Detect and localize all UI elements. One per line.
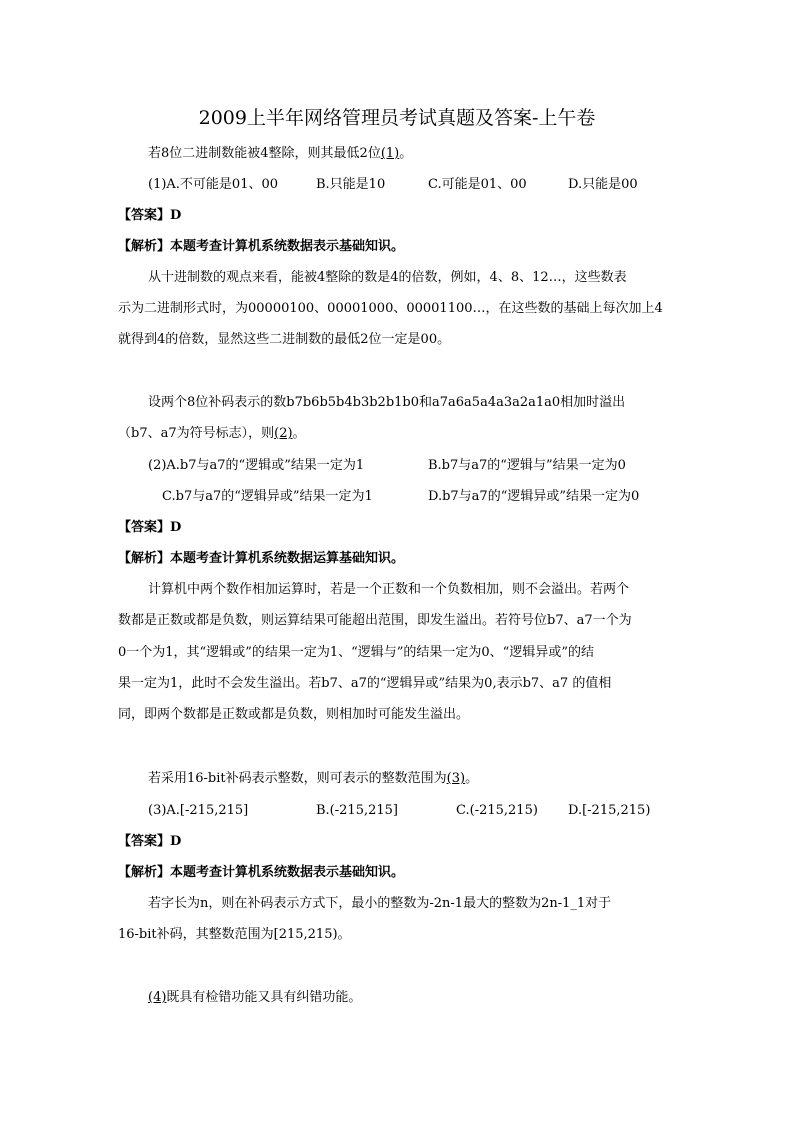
question-1-option-c: C.可能是01、00 — [428, 177, 527, 192]
question-3-option-b: B.(-215,215] — [316, 803, 398, 818]
question-1-option-a: (1)A.不可能是01、00 — [148, 177, 279, 192]
question-1-explanation-line: 就得到4的倍数，显然这些二进制数的最低2位一定是00。 — [118, 332, 451, 347]
question-1-answer: 【答案】D — [118, 208, 182, 223]
question-4-stem-text: 既具有检错功能又具有纠错功能。 — [166, 990, 362, 1005]
question-1-blank: (1) — [380, 146, 400, 161]
question-3-stem — [148, 770, 478, 788]
question-1-option-b: B.只能是10 — [316, 177, 386, 192]
question-2-option-b: B.b7与a7的“逻辑与”结果一定为0 — [428, 458, 626, 473]
question-3-stem-text: 若采用16-bit补码表示整数，则可表示的整数范围为 — [148, 771, 447, 786]
question-3-option-a: (3)A.[-215,215] — [148, 803, 249, 818]
question-3-answer: 【答案】D — [118, 834, 182, 849]
question-1-stem-end: 。 — [399, 146, 413, 161]
question-3-stem-end: 。 — [465, 771, 479, 786]
question-2-option-d: D.b7与a7的“逻辑异或”结果一定为0 — [428, 489, 640, 504]
question-2-explanation-line: 果一定为1，此时不会发生溢出。若b7、a7的“逻辑异或”结果为0,表示b7、a7 的值相 — [118, 676, 612, 691]
question-3-option-d: D.[-215,215) — [568, 803, 651, 818]
question-2-stem: 设两个8位补码表示的数b7b6b5b4b3b2b1b0和a7a6a5a4a3a2a1a0相加时溢出 — [148, 395, 626, 410]
question-1-explanation-line: 从十进制数的观点来看，能被4整除的数是4的倍数，例如，4、8、12…，这些数表 — [148, 270, 627, 285]
question-4-blank: (4) — [148, 990, 167, 1005]
question-3-option-c: C.(-215,215) — [456, 803, 538, 818]
question-2-stem-continued — [118, 425, 306, 443]
question-4-stem — [148, 989, 361, 1007]
question-1-explanation-line: 示为二进制形式时，为00000100、00001000、00001100…，在这些数的基础上每次加上4 — [118, 301, 663, 316]
question-1-stem-text: 若8位二进制数能被4整除，则其最低2位 — [148, 146, 381, 161]
question-2-explanation-line: 0一个为1，其“逻辑或”的结果一定为1、“逻辑与”的结果一定为0、“逻辑异或”的结 — [118, 645, 594, 660]
question-2-option-a: (2)A.b7与a7的“逻辑或”结果一定为1 — [148, 458, 365, 473]
question-2-blank: (2) — [274, 426, 293, 441]
question-2-stem-text: （b7、a7为符号标志），则 — [118, 426, 275, 441]
question-2-explanation-line: 同，即两个数都是正数或都是负数，则相加时可能发生溢出。 — [118, 707, 470, 722]
question-2-explanation-line: 计算机中两个数作相加运算时，若是一个正数和一个负数相加，则不会溢出。若两个 — [148, 582, 630, 597]
page-title: 2009上半年网络管理员考试真题及答案-上午卷 — [198, 107, 596, 129]
question-3-explanation-line: 若字长为n，则在补码表示方式下，最小的整数为-2n-1最大的整数为2n-1_1对于 — [148, 896, 612, 911]
question-2-explanation-line: 数都是正数或都是负数，则运算结果可能超出范围，即发生溢出。若符号位b7、a7一个为 — [118, 613, 632, 628]
question-2-option-c: C.b7与a7的“逻辑异或”结果一定为1 — [162, 489, 373, 504]
question-1-analysis-heading: 【解析】本题考查计算机系统数据表示基础知识。 — [118, 239, 405, 254]
question-2-answer: 【答案】D — [118, 520, 182, 535]
question-3-analysis-heading: 【解析】本题考查计算机系统数据表示基础知识。 — [118, 865, 405, 880]
question-2-analysis-heading: 【解析】本题考查计算机系统数据运算基础知识。 — [118, 551, 405, 566]
question-1-option-d: D.只能是00 — [568, 177, 638, 192]
question-2-stem-end: 。 — [292, 426, 306, 441]
question-3-blank: (3) — [446, 771, 466, 786]
question-3-explanation-line: 16-bit补码，其整数范围为[215,215)。 — [118, 927, 351, 942]
question-1-stem — [148, 145, 412, 163]
